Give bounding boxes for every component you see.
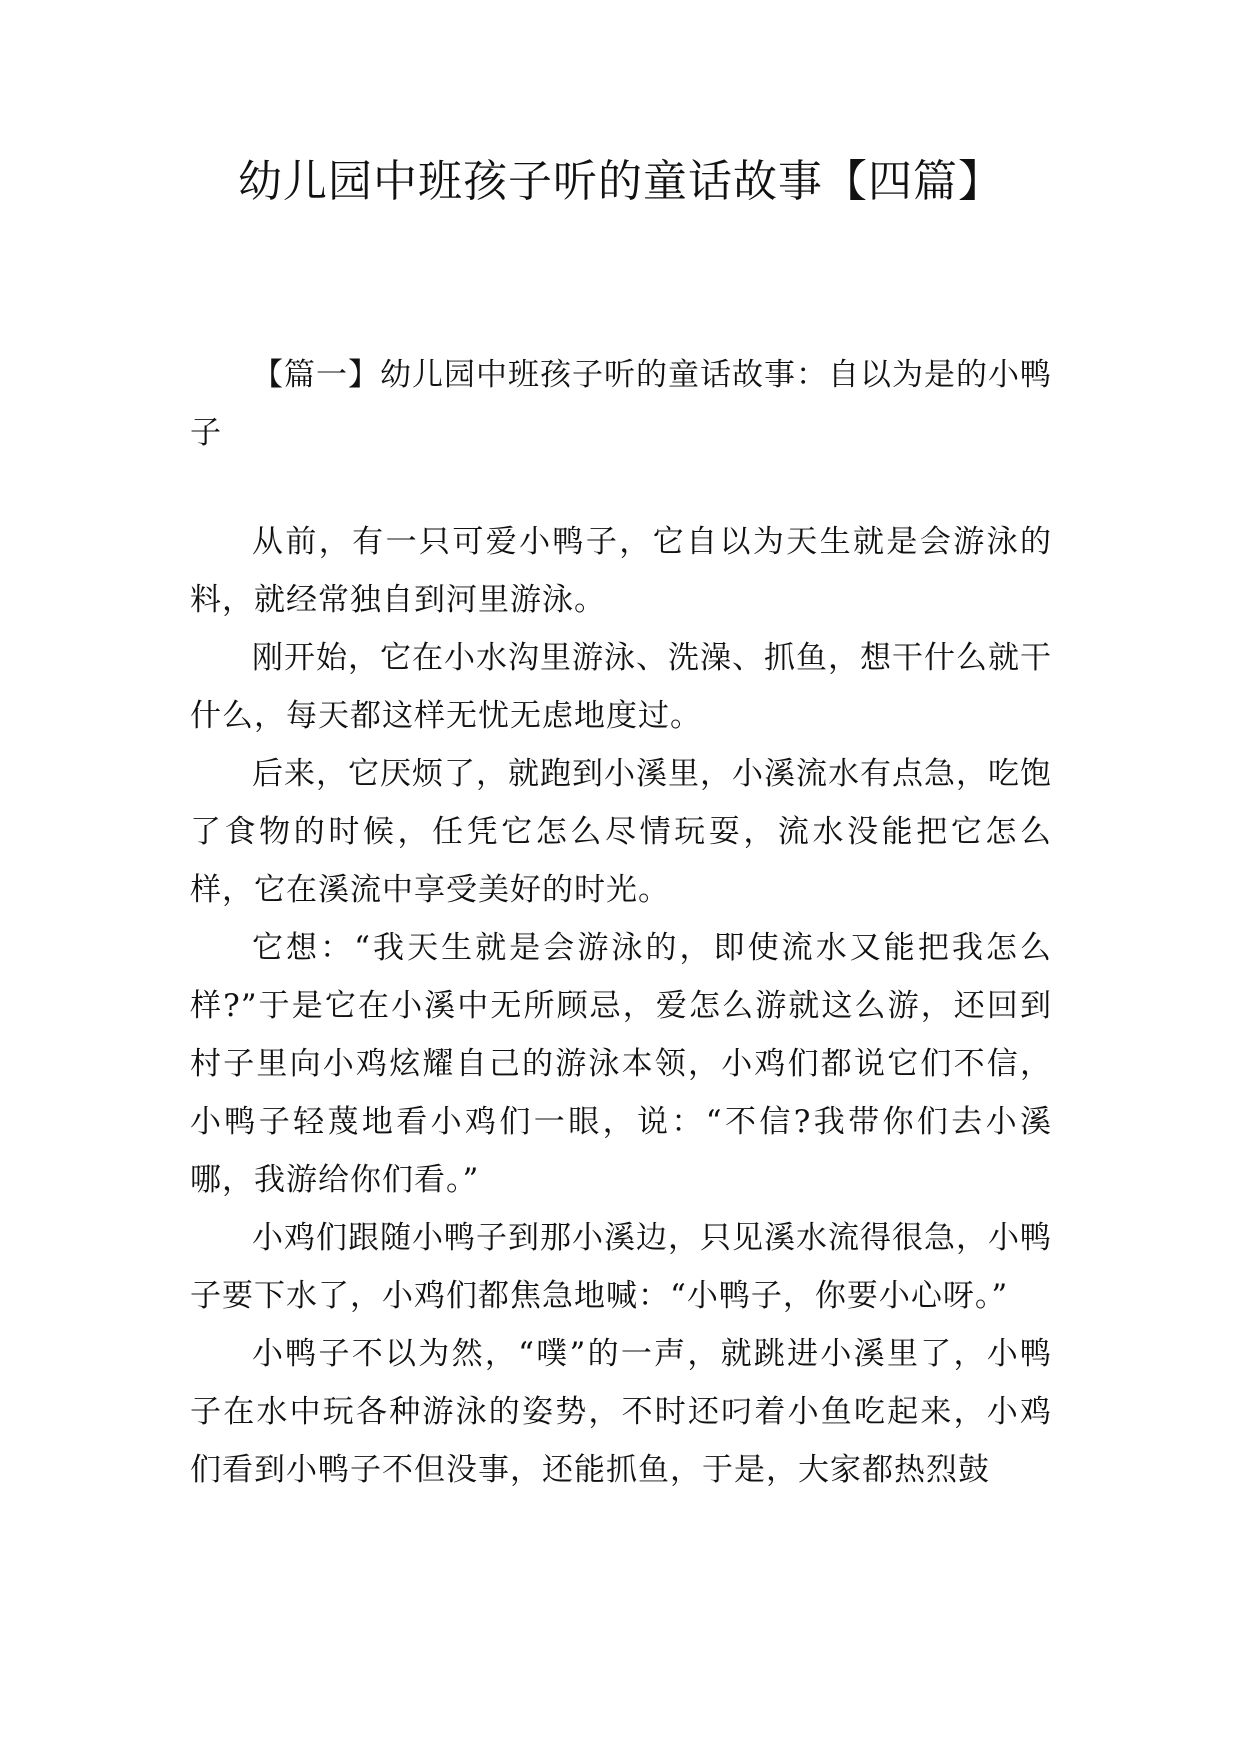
paragraph: 从前，有一只可爱小鸭子，它自以为天生就是会游泳的料，就经常独自到河里游泳。	[190, 524, 1052, 618]
paragraph: 刚开始，它在小水沟里游泳、洗澡、抓鱼，想干什么就干什么，每天都这样无忧无虑地度过。	[190, 640, 1052, 734]
section-heading: 【篇一】幼儿园中班孩子听的童话故事：自以为是的小鸭子	[190, 357, 1052, 451]
paragraph: 后来，它厌烦了，就跑到小溪里，小溪流水有点急，吃饱了食物的时候，任凭它怎么尽情玩耍，流水没能把它怎么样，它在溪流中享受美好的时光。	[190, 756, 1052, 908]
story-body	[190, 513, 1052, 1499]
paragraph: 它想：“我天生就是会游泳的，即使流水又能把我怎么样?”于是它在小溪中无所顾忌，爱怎么游就这么游，还回到村子里向小鸡炫耀自己的游泳本领，小鸡们都说它们不信，小鸭子轻蔑地看小鸡们一眼，说：“不信?我带你们去小溪哪，我游给你们看。”	[190, 930, 1052, 1198]
section-heading-block	[190, 346, 1052, 462]
document-title: 幼儿园中班孩子听的童话故事【四篇】	[238, 156, 1003, 207]
paragraph: 小鸡们跟随小鸭子到那小溪边，只见溪水流得很急，小鸭子要下水了，小鸡们都焦急地喊：“小鸭子，你要小心呀。”	[190, 1220, 1052, 1314]
paragraph: 小鸭子不以为然，“噗”的一声，就跳进小溪里了，小鸭子在水中玩各种游泳的姿势，不时还叼着小鱼吃起来，小鸡们看到小鸭子不但没事，还能抓鱼，于是，大家都热烈鼓	[190, 1336, 1052, 1488]
